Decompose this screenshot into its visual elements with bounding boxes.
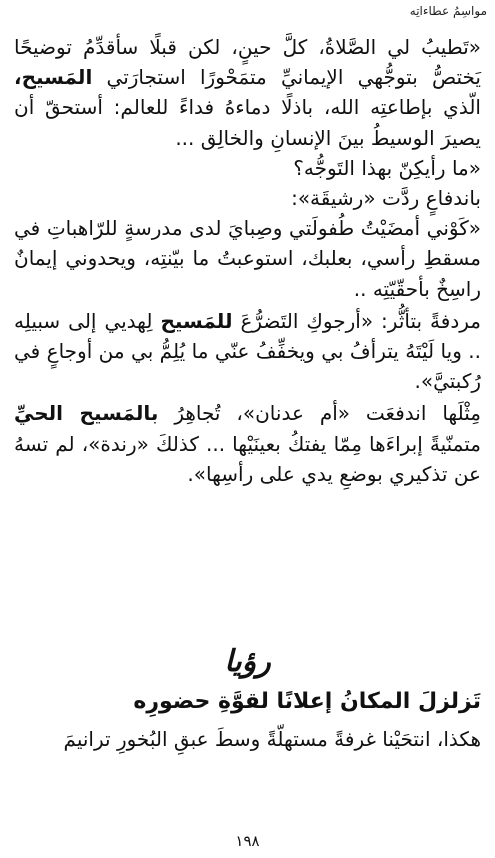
paragraph: هكذا، انتحَيْنا غرفةً مستهلّةً وسطَ عبقِ البُخورِ ترانيمَ	[63, 727, 481, 751]
body-text	[14, 32, 481, 489]
paragraph: مِثْلَها اندفعَت «أم عدنان»، تُجاهِرُ بالمَسيح الحيِّ متمنّيةً إبراءَها مِمّا يفتكُ بعينَيْها ... كذلكَ «رندة»، لم تسهُ عن تذكيري بوضعِ يدي على رأسِها».	[14, 401, 481, 486]
subheading: تَزلزلَ المكانُ إعلانًا لقوَّةِ حضورِه	[133, 689, 481, 714]
emphasis: بالمَسيح الحيِّ	[14, 401, 159, 426]
paragraph: «ما رأيكِنّ بهذا التَوجُّه؟	[293, 155, 481, 180]
emphasis: للمَسيح	[160, 308, 233, 333]
paragraph: «كَوْني أمضَيْتُ طُفولَتي وصِبايَ لدى مدرسةٍ للرّاهباتِ في مسقطِ رأسي، بعلبك، استوعبتُ ما بيّنتِه، ويحدوني إيمانٌ راسِخٌ بأحقّيّتِه ..	[14, 216, 481, 301]
running-head: مواسِمُ عطاءاتِه	[409, 4, 487, 18]
emphasis: المَسيح،	[14, 65, 93, 90]
page-number: ١٩٨	[235, 832, 260, 850]
paragraph: «تَطيبُ لي الصَّلاةُ، كلَّ حينٍ، لكن قبلًا سأقدِّمُ توضيحًا يَختصُّ بتوجُّهي الإيمانيِّ متمَحْورًا استجارَتي المَسيح، الّذي بإطاعتِه الله، باذلًا دماءهُ فداءً للعالم: أستحقّ أن يصيرَ الوسيطُ بينَ الإنسانِ والخالِق ...	[14, 35, 481, 150]
paragraph: مردفةً بتأثُّر: «أرجوكِ التَضرُّعَ للمَسيح لِهديي إلى سبيلِه .. ويا لَيْتَهُ يترأفُ بي ويخفِّفُ عنّي ما يُلِمُّ بي من أوجاعٍ في رُكبتيَّ».	[14, 308, 481, 394]
section-title: رؤيا	[224, 644, 271, 679]
paragraph: باندفاعٍ ردَّت «رشيقَة»:	[291, 186, 481, 211]
